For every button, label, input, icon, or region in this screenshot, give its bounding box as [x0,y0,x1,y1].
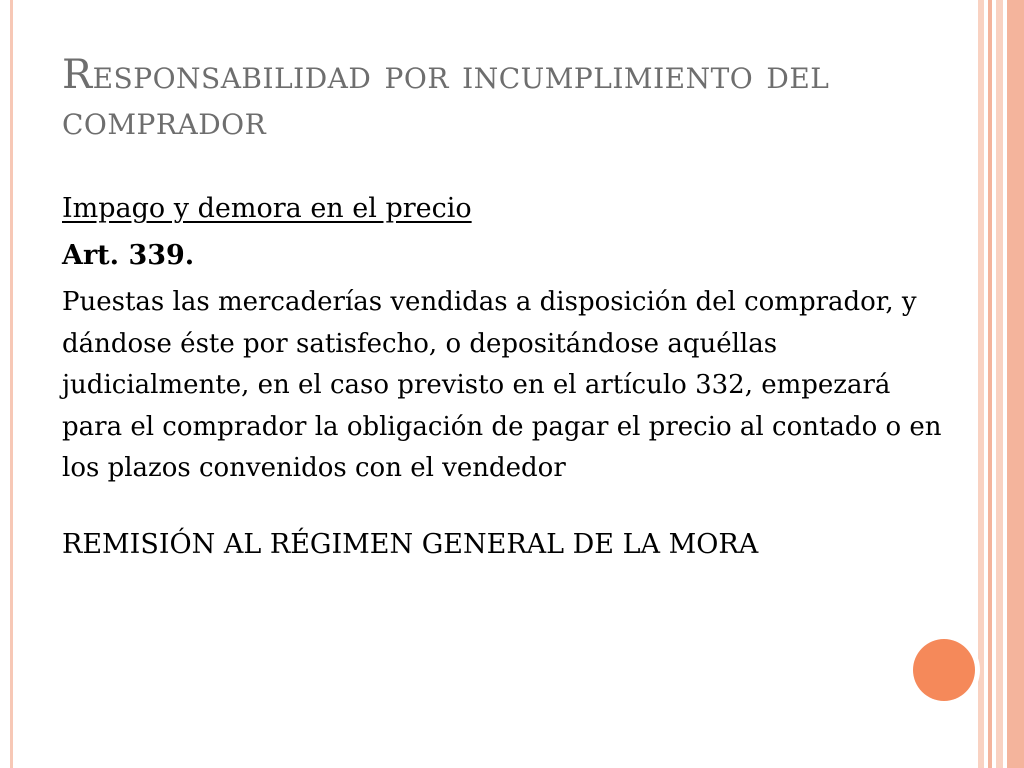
article-number: Art. 339. [62,240,195,271]
decorative-stripe [978,0,984,768]
article-body: Puestas las mercaderías vendidas a disposición del comprador, y dándose éste por satisfecho, o depositándose aquéllas judicialmente, en el caso previsto en el artículo 332, empezará para el comprador la obligación de pagar el precio al contado o en los plazos convenidos con el vendedor [62,287,942,483]
decorative-stripe [1007,0,1024,768]
left-border-line [10,0,13,768]
decorative-stripe [988,0,992,768]
slide-content [62,188,942,567]
slide-title: Responsabilidad por incumplimiento del comprador [62,52,830,144]
decorative-stripe [996,0,1003,768]
remission-note: REMISIÓN AL RÉGIMEN GENERAL DE LA MORA [62,528,759,560]
subheading: Impago y demora en el precio [62,193,472,224]
decorative-circle [913,639,975,701]
